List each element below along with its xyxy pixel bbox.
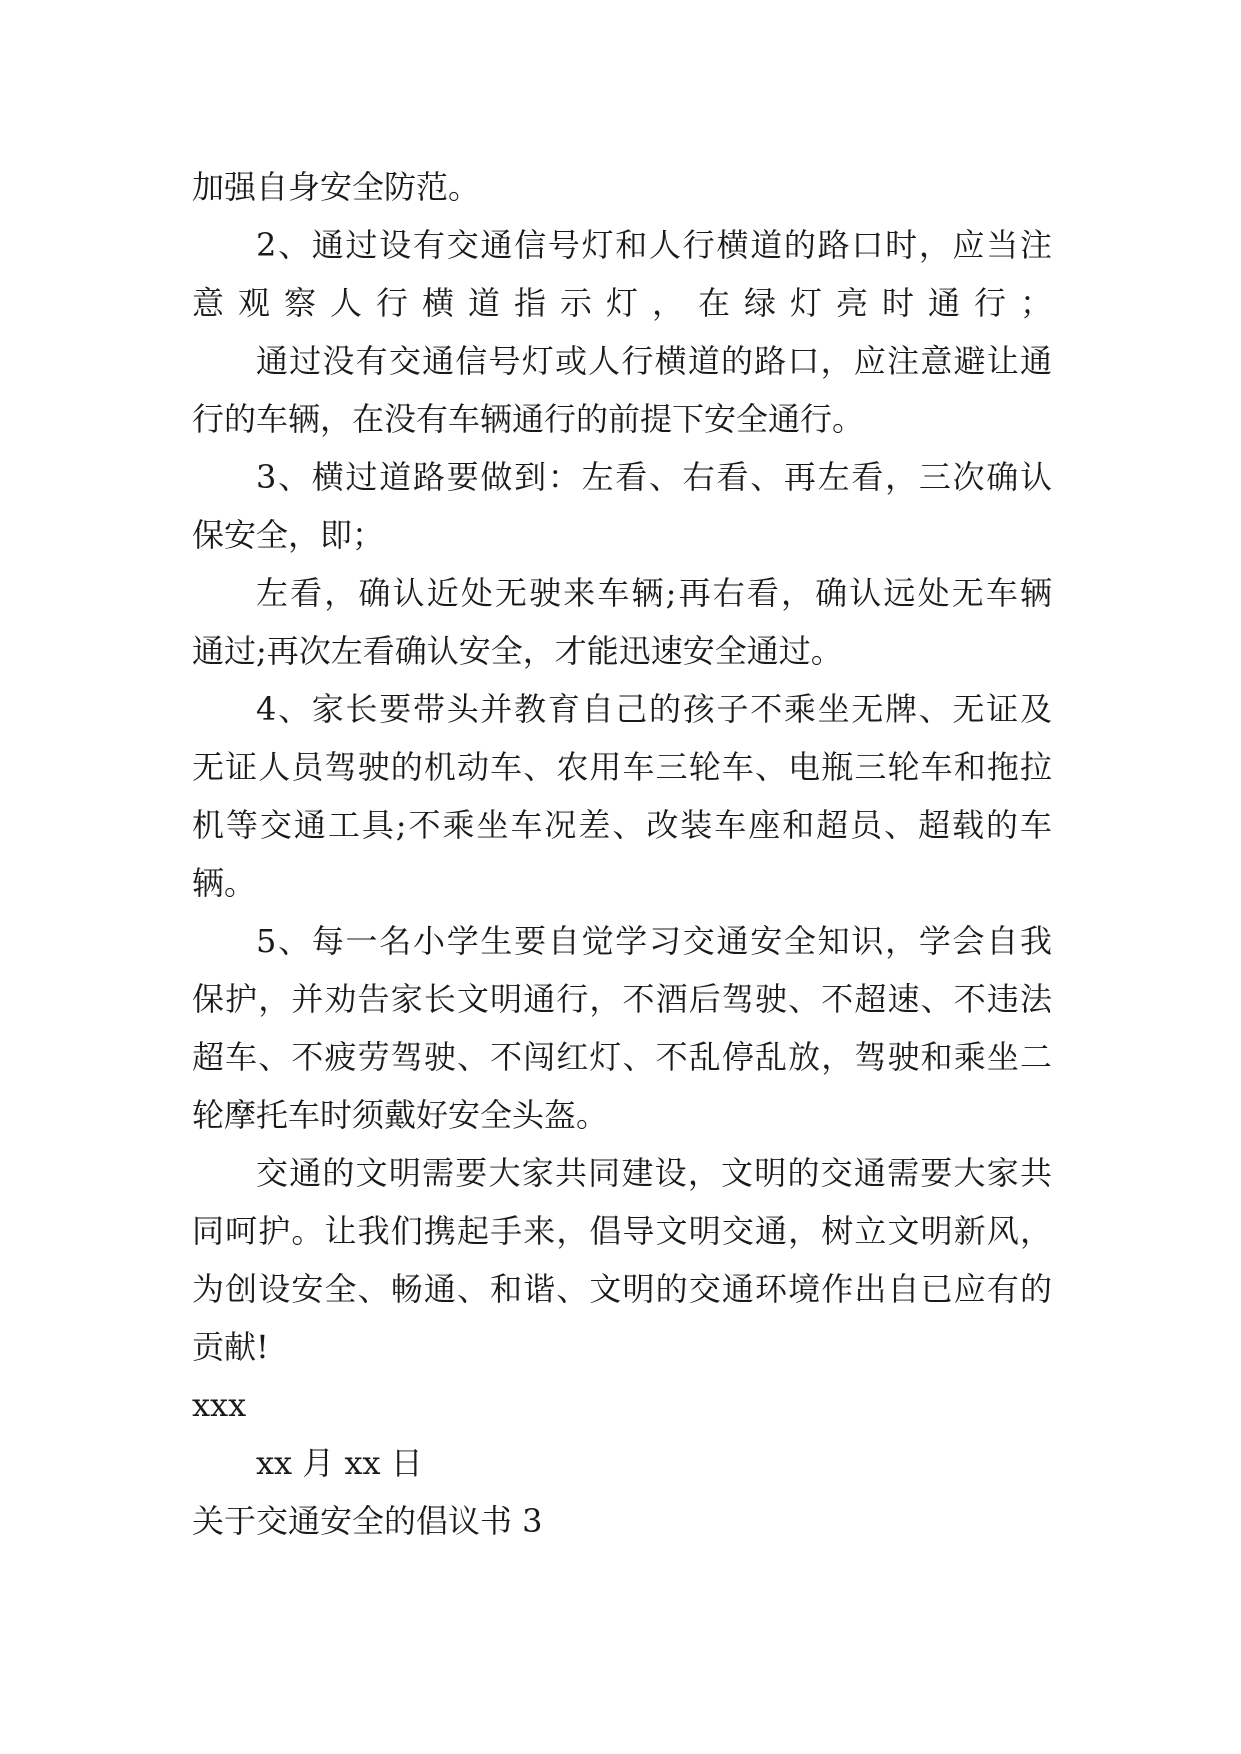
text-line-11: 无证人员驾驶的机动车、农用车三轮车、电瓶三轮车和拖拉 xyxy=(192,748,1052,786)
text-line-17: 轮摩托车时须戴好安全头盔。 xyxy=(192,1096,609,1134)
text-line-10: 4、家长要带头并教育自己的孩子不乘坐无牌、无证及 xyxy=(256,690,1052,728)
text-line-14: 5、每一名小学生要自觉学习交通安全知识，学会自我 xyxy=(256,922,1052,960)
date: xx 月 xx 日 xyxy=(256,1444,423,1482)
text-line-20: 为创设安全、畅通、和谐、文明的交通环境作出自已应有的 xyxy=(192,1270,1052,1308)
text-line-21: 贡献! xyxy=(192,1328,269,1366)
text-line-5: 行的车辆，在没有车辆通行的前提下安全通行。 xyxy=(192,400,865,438)
text-line-2: 2、通过设有交通信号灯和人行横道的路口时，应当注 xyxy=(256,226,1052,264)
text-line-9: 通过;再次左看确认安全，才能迅速安全通过。 xyxy=(192,632,843,670)
text-line-4: 通过没有交通信号灯或人行横道的路口，应注意避让通 xyxy=(256,342,1052,380)
text-line-1: 加强自身安全防范。 xyxy=(192,168,481,206)
text-line-7: 保安全，即； xyxy=(192,516,385,554)
text-line-19: 同呵护。让我们携起手来，倡导文明交通，树立文明新风， xyxy=(192,1212,1052,1250)
text-line-16: 超车、不疲劳驾驶、不闯红灯、不乱停乱放，驾驶和乘坐二 xyxy=(192,1038,1052,1076)
text-line-13: 辆。 xyxy=(192,864,257,902)
text-line-3: 意观察人行横道指示灯，在绿灯亮时通行； xyxy=(192,284,1052,322)
text-line-12: 机等交通工具;不乘坐车况差、改装车座和超员、超载的车 xyxy=(192,806,1052,844)
signature: xxx xyxy=(192,1386,247,1424)
text-line-15: 保护，并劝告家长文明通行，不酒后驾驶、不超速、不违法 xyxy=(192,980,1052,1018)
next-section-title: 关于交通安全的倡议书 3 xyxy=(192,1502,543,1540)
text-line-18: 交通的文明需要大家共同建设，文明的交通需要大家共 xyxy=(256,1154,1052,1192)
text-line-8: 左看，确认近处无驶来车辆;再右看，确认远处无车辆 xyxy=(256,574,1052,612)
text-line-6: 3、横过道路要做到：左看、右看、再左看，三次确认 xyxy=(256,458,1052,496)
